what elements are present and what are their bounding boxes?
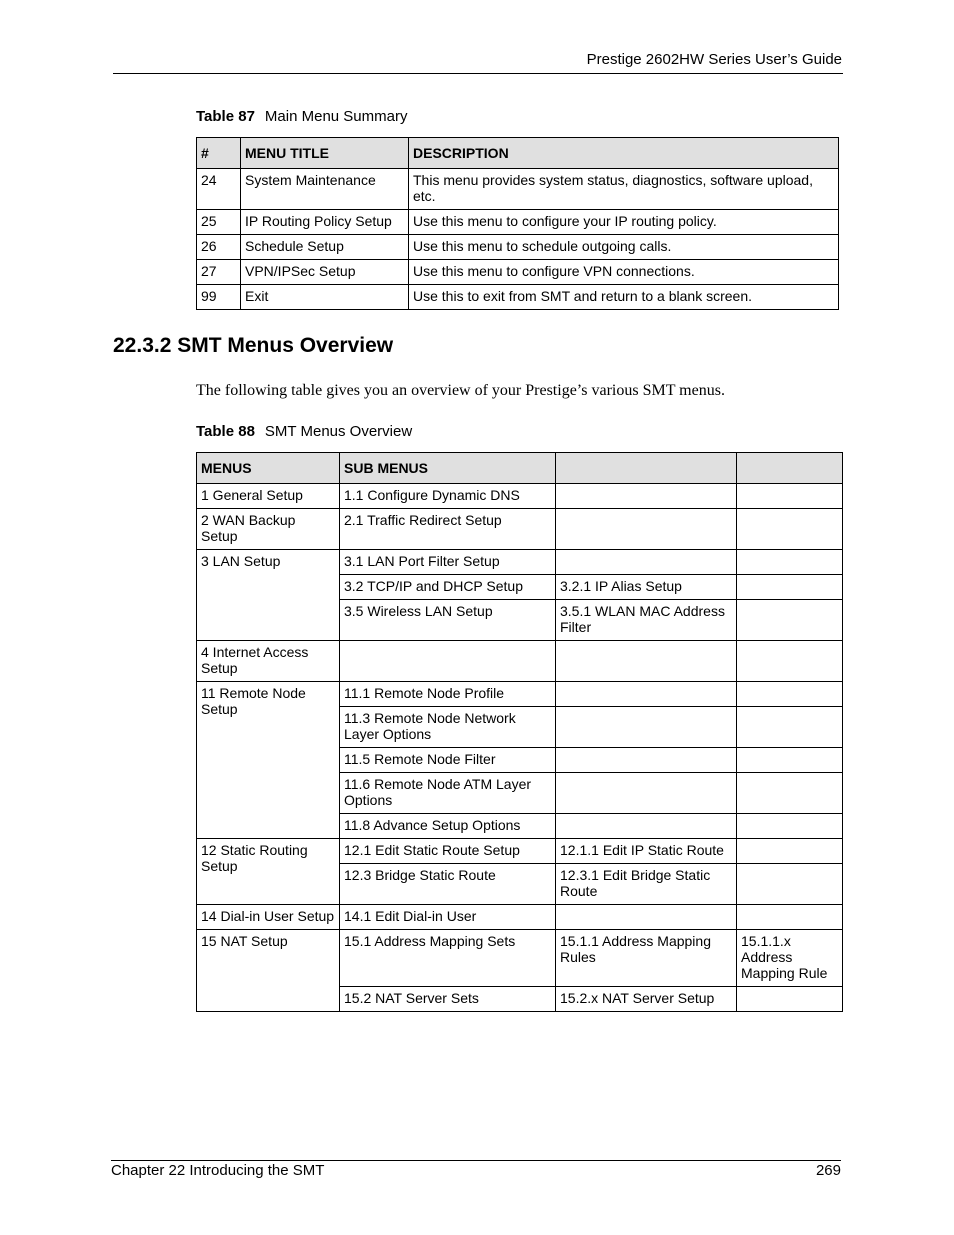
col-header-sub-menus: SUB MENUS [340, 453, 556, 484]
col-header-menus: MENUS [197, 453, 340, 484]
footer-chapter: Chapter 22 Introducing the SMT [111, 1162, 325, 1179]
section-heading: 22.3.2 SMT Menus Overview [113, 334, 394, 357]
cell-sub-submenu: 3.5.1 WLAN MAC Address Filter [556, 600, 737, 641]
cell-empty [556, 707, 737, 748]
running-header: Prestige 2602HW Series User’s Guide [586, 51, 842, 68]
table-88-label: Table 88 [196, 423, 255, 440]
cell-empty [737, 748, 843, 773]
cell-empty [737, 707, 843, 748]
table-87-caption [196, 108, 407, 125]
cell-empty [737, 864, 843, 905]
table-header-row [197, 138, 839, 169]
cell-menu: 3 LAN Setup [197, 550, 340, 641]
table-row [197, 169, 839, 210]
cell-sub-submenu: 12.1.1 Edit IP Static Route [556, 839, 737, 864]
cell-empty [737, 484, 843, 509]
table-row [197, 550, 843, 575]
cell-empty [737, 814, 843, 839]
table-row [197, 285, 839, 310]
cell-submenu: 12.1 Edit Static Route Setup [340, 839, 556, 864]
table-row [197, 839, 843, 864]
cell-empty [556, 509, 737, 550]
table-row [197, 235, 839, 260]
cell-sub-submenu: 15.1.1 Address Mapping Rules [556, 930, 737, 987]
cell-number: 27 [197, 260, 241, 285]
cell-menu: 15 NAT Setup [197, 930, 340, 1012]
table-87-title: Main Menu Summary [264, 108, 408, 125]
cell-empty [737, 905, 843, 930]
footer-page-number: 269 [815, 1162, 841, 1179]
table-row [197, 484, 843, 509]
table-row [197, 509, 843, 550]
cell-empty [737, 575, 843, 600]
footer-rule [111, 1160, 841, 1161]
cell-empty [340, 641, 556, 682]
cell-empty [556, 748, 737, 773]
table-row [197, 905, 843, 930]
cell-empty [737, 773, 843, 814]
cell-empty [556, 814, 737, 839]
cell-menu: 4 Internet Access Setup [197, 641, 340, 682]
header-rule [113, 73, 843, 74]
table-row [197, 930, 843, 987]
cell-submenu: 11.1 Remote Node Profile [340, 682, 556, 707]
cell-description: Use this menu to configure VPN connections. [409, 260, 839, 285]
table-88-title: SMT Menus Overview [264, 423, 413, 440]
table-row [197, 682, 843, 707]
col-header-number: # [197, 138, 241, 169]
cell-empty [556, 550, 737, 575]
cell-menu: 11 Remote Node Setup [197, 682, 340, 839]
table-header-row [197, 453, 843, 484]
cell-description: This menu provides system status, diagnostics, software upload, etc. [409, 169, 839, 210]
cell-submenu: 1.1 Configure Dynamic DNS [340, 484, 556, 509]
cell-empty [737, 682, 843, 707]
cell-number: 24 [197, 169, 241, 210]
cell-menu-title: System Maintenance [241, 169, 409, 210]
cell-sub-submenu: 15.2.x NAT Server Setup [556, 987, 737, 1012]
col-header-blank [556, 453, 737, 484]
cell-submenu: 3.1 LAN Port Filter Setup [340, 550, 556, 575]
cell-sub-submenu: 3.2.1 IP Alias Setup [556, 575, 737, 600]
cell-submenu: 3.5 Wireless LAN Setup [340, 600, 556, 641]
cell-submenu: 12.3 Bridge Static Route [340, 864, 556, 905]
cell-empty [556, 905, 737, 930]
section-body-text: The following table gives you an overview of your Prestige’s various SMT menus. [196, 382, 725, 399]
col-header-description: DESCRIPTION [409, 138, 839, 169]
cell-number: 26 [197, 235, 241, 260]
cell-submenu: 15.2 NAT Server Sets [340, 987, 556, 1012]
cell-description: Use this to exit from SMT and return to a blank screen. [409, 285, 839, 310]
cell-empty [737, 987, 843, 1012]
cell-submenu: 11.6 Remote Node ATM Layer Options [340, 773, 556, 814]
table-87-label: Table 87 [196, 108, 255, 125]
cell-empty [556, 773, 737, 814]
cell-submenu: 15.1 Address Mapping Sets [340, 930, 556, 987]
cell-submenu: 3.2 TCP/IP and DHCP Setup [340, 575, 556, 600]
cell-number: 99 [197, 285, 241, 310]
cell-menu: 2 WAN Backup Setup [197, 509, 340, 550]
main-menu-summary-table [196, 137, 839, 310]
cell-sub-submenu: 12.3.1 Edit Bridge Static Route [556, 864, 737, 905]
cell-description: Use this menu to configure your IP routing policy. [409, 210, 839, 235]
cell-submenu: 11.3 Remote Node Network Layer Options [340, 707, 556, 748]
col-header-menu-title: MENU TITLE [241, 138, 409, 169]
cell-description: Use this menu to schedule outgoing calls. [409, 235, 839, 260]
cell-menu: 14 Dial-in User Setup [197, 905, 340, 930]
table-row [197, 641, 843, 682]
table-row [197, 210, 839, 235]
cell-empty [556, 682, 737, 707]
cell-submenu: 11.5 Remote Node Filter [340, 748, 556, 773]
cell-menu-title: Exit [241, 285, 409, 310]
cell-empty [556, 641, 737, 682]
cell-empty [737, 550, 843, 575]
cell-submenu: 11.8 Advance Setup Options [340, 814, 556, 839]
cell-empty [556, 484, 737, 509]
cell-menu-title: IP Routing Policy Setup [241, 210, 409, 235]
cell-menu-title: VPN/IPSec Setup [241, 260, 409, 285]
smt-menus-overview-table [196, 452, 843, 1012]
table-88-caption [196, 423, 412, 440]
cell-submenu: 2.1 Traffic Redirect Setup [340, 509, 556, 550]
cell-sub-sub-submenu: 15.1.1.x Address Mapping Rule [737, 930, 843, 987]
cell-empty [737, 839, 843, 864]
cell-submenu: 14.1 Edit Dial-in User [340, 905, 556, 930]
col-header-blank [737, 453, 843, 484]
cell-menu-title: Schedule Setup [241, 235, 409, 260]
cell-empty [737, 641, 843, 682]
cell-number: 25 [197, 210, 241, 235]
cell-empty [737, 600, 843, 641]
cell-menu: 1 General Setup [197, 484, 340, 509]
cell-menu: 12 Static Routing Setup [197, 839, 340, 905]
cell-empty [737, 509, 843, 550]
table-row [197, 260, 839, 285]
